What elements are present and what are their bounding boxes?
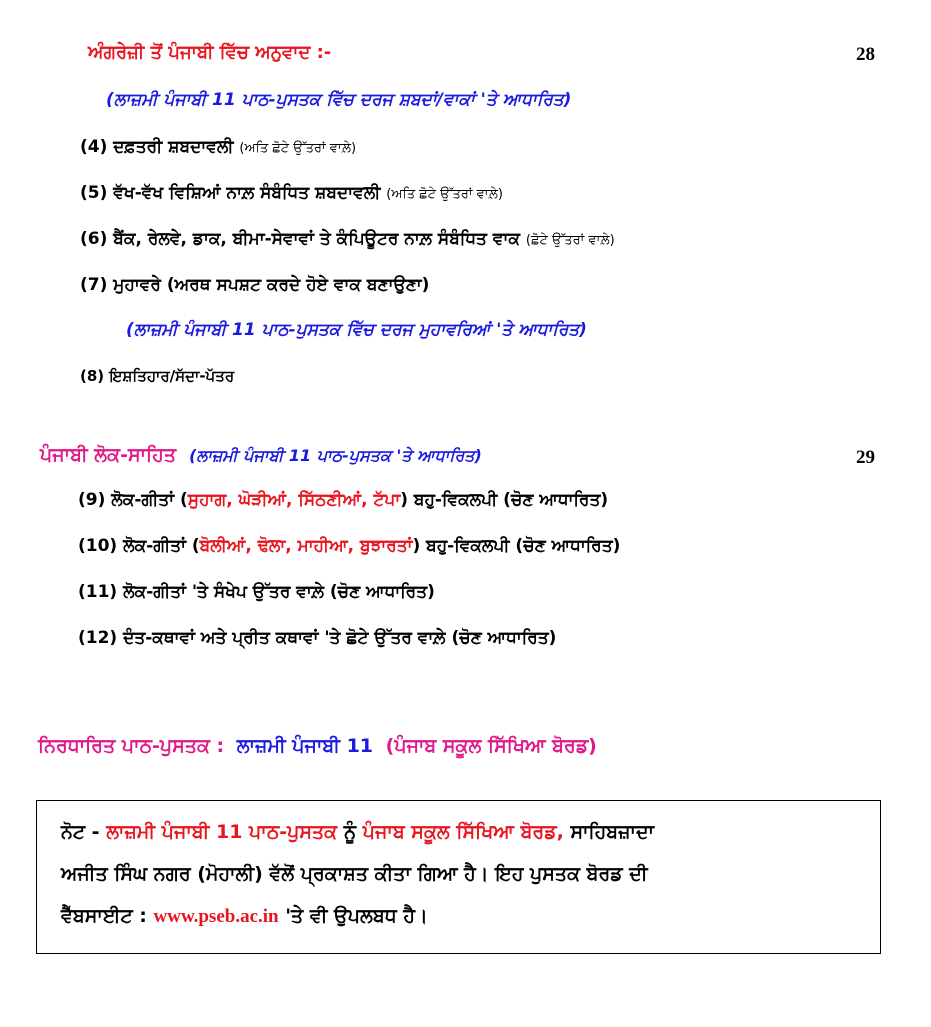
list-item-4 (80, 137, 356, 157)
textbook-board: (ਪੰਜਾਬ ਸਕੂਲ ਸਿੱਖਿਆ ਬੋਰਡ) (385, 735, 597, 757)
section2-heading-note: (ਲਾਜ਼ਮੀ ਪੰਜਾਬੀ 11 ਪਾਠ-ਪੁਸਤਕ 'ਤੇ ਆਧਾਰਿਤ) (189, 446, 482, 465)
note-line-1 (61, 821, 654, 843)
note-website-label: ਵੈੱਬਸਾਈਟ : (61, 905, 147, 927)
list-item-9 (78, 490, 608, 510)
item-label: (7) ਮੁਹਾਵਰੇ (ਅਰਥ ਸਪਸ਼ਟ ਕਰਦੇ ਹੋਏ ਵਾਕ ਬਣਾਉਣਾ) (80, 275, 430, 295)
list-item-7 (80, 275, 429, 295)
item-text: ) ਬਹੁ-ਵਿਕਲਪੀ (ਚੋਣ ਆਧਾਰਿਤ) (400, 490, 609, 510)
textbook-title: ਲਾਜ਼ਮੀ ਪੰਜਾਬੀ 11 (236, 735, 374, 757)
website-link[interactable]: www.pseb.ac.in (153, 906, 279, 927)
item-text: (9) ਲੋਕ-ਗੀਤਾਂ ( (78, 490, 188, 510)
textbook-line (38, 735, 597, 757)
list-item-8: (8) ਇਸ਼ਤਿਹਾਰ/ਸੱਦਾ-ਪੱਤਰ (80, 367, 235, 385)
list-item-10 (78, 536, 620, 556)
note-line-3 (61, 905, 428, 928)
list-item-5 (80, 183, 503, 203)
item-text: ) ਬਹੁ-ਵਿਕਲਪੀ (ਚੋਣ ਆਧਾਰਿਤ) (412, 536, 621, 556)
item-highlight: ਸੁਹਾਗ, ਘੋੜੀਆਂ, ਸਿੱਠਣੀਆਂ, ਟੱਪਾ (187, 490, 401, 510)
item-label: (5) ਵੱਖ-ਵੱਖ ਵਿਸ਼ਿਆਂ ਨਾਲ਼ ਸੰਬੰਧਿਤ ਸ਼ਬਦਾਵਲੀ (80, 183, 381, 203)
note-prefix: ਨੋਟ - (61, 821, 100, 843)
note-line3-end: 'ਤੇ ਵੀ ਉਪਲਬਧ ਹੈ। (285, 905, 428, 927)
section1-subheading: (ਲਾਜ਼ਮੀ ਪੰਜਾਬੀ 11 ਪਾਠ-ਪੁਸਤਕ ਵਿੱਚ ਦਰਜ ਸ਼ਬਦਾਂ/ਵਾਕਾਂ 'ਤੇ ਆਧਾਰਿਤ) (106, 90, 572, 110)
item-label: (4) ਦਫ਼ਤਰੀ ਸ਼ਬਦਾਵਲੀ (80, 137, 234, 157)
note-nu: ਨੂੰ (343, 821, 357, 843)
textbook-label: ਨਿਰਧਾਰਿਤ ਪਾਠ-ਪੁਸਤਕ : (38, 735, 225, 757)
note-box (36, 800, 881, 954)
section2-number: 29 (856, 447, 875, 468)
idiom-note: (ਲਾਜ਼ਮੀ ਪੰਜਾਬੀ 11 ਪਾਠ-ਪੁਸਤਕ ਵਿੱਚ ਦਰਜ ਮੁਹਾਵਰਿਆਂ 'ਤੇ ਆਧਾਰਿਤ) (126, 320, 587, 340)
note-book: ਲਾਜ਼ਮੀ ਪੰਜਾਬੀ 11 ਪਾਠ-ਪੁਸਤਕ (106, 821, 338, 843)
item-text: (10) ਲੋਕ-ਗੀਤਾਂ ( (78, 536, 200, 556)
item-note: (ਅਤਿ ਛੋਟੇ ਉੱਤਰਾਂ ਵਾਲ਼ੇ) (239, 141, 357, 156)
section1-heading: ਅੰਗਰੇਜ਼ੀ ਤੋਂ ਪੰਜਾਬੀ ਵਿੱਚ ਅਨੁਵਾਦ :- (88, 42, 332, 63)
section2-heading: ਪੰਜਾਬੀ ਲੋਕ-ਸਾਹਿਤ (40, 444, 177, 466)
item-label: (6) ਬੈਂਕ, ਰੇਲਵੇ, ਡਾਕ, ਬੀਮਾ-ਸੇਵਾਵਾਂ ਤੇ ਕੰਪਿਊਟਰ ਨਾਲ਼ ਸੰਬੰਧਿਤ ਵਾਕ (80, 229, 520, 249)
list-item-6 (80, 229, 615, 249)
note-line1-end: ਸਾਹਿਬਜ਼ਾਦਾ (570, 821, 654, 843)
item-note: (ਛੋਟੇ ਉੱਤਰਾਂ ਵਾਲ਼ੇ) (525, 233, 615, 248)
note-line-2: ਅਜੀਤ ਸਿੰਘ ਨਗਰ (ਮੋਹਾਲੀ) ਵੱਲੋਂ ਪ੍ਰਕਾਸ਼ਤ ਕੀਤਾ ਗਿਆ ਹੈ। ਇਹ ਪੁਸਤਕ ਬੋਰਡ ਦੀ (61, 863, 648, 885)
section2-heading-line (40, 444, 482, 466)
item-note: (ਅਤਿ ਛੋਟੇ ਉੱਤਰਾਂ ਵਾਲ਼ੇ) (386, 187, 503, 202)
section1-number: 28 (856, 44, 875, 65)
item-highlight: ਬੋਲੀਆਂ, ਢੋਲਾ, ਮਾਹੀਆ, ਬੁਝਾਰਤਾਂ (199, 536, 413, 556)
list-item-12: (12) ਦੰਤ-ਕਥਾਵਾਂ ਅਤੇ ਪ੍ਰੀਤ ਕਥਾਵਾਂ 'ਤੇ ਛੋਟੇ ਉੱਤਰ ਵਾਲ਼ੇ (ਚੋਣ ਆਧਾਰਿਤ) (78, 628, 557, 648)
list-item-11: (11) ਲੋਕ-ਗੀਤਾਂ 'ਤੇ ਸੰਖੇਪ ਉੱਤਰ ਵਾਲ਼ੇ (ਚੋਣ ਆਧਾਰਿਤ) (78, 582, 435, 602)
note-board: ਪੰਜਾਬ ਸਕੂਲ ਸਿੱਖਿਆ ਬੋਰਡ, (362, 821, 564, 843)
